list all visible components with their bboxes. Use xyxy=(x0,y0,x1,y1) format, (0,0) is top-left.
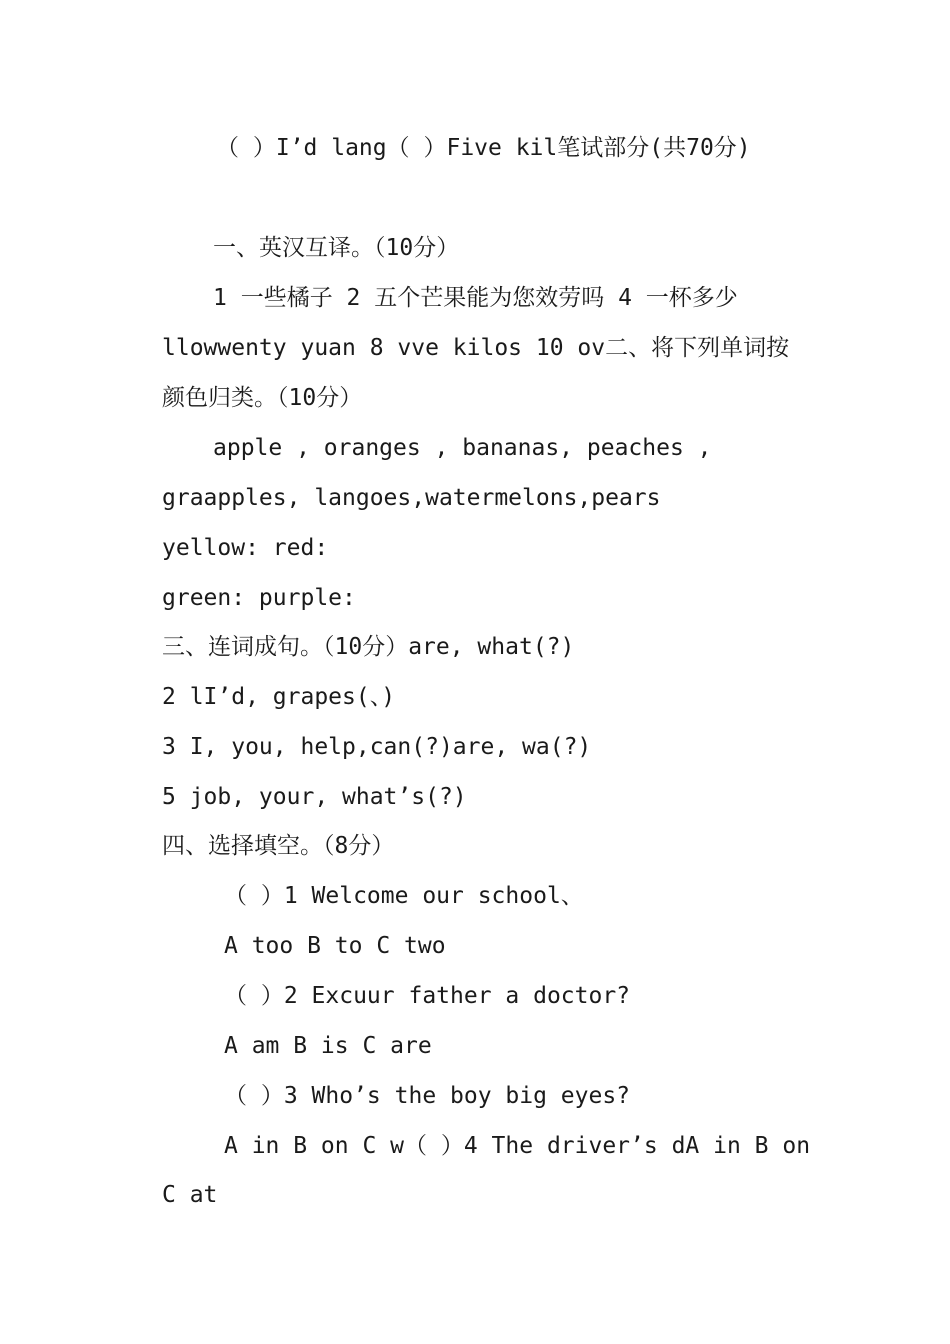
text-line: llowwenty yuan 8 vve kilos 10 ov二、将下列单词按 xyxy=(162,335,790,361)
text-line: yellow: red: xyxy=(162,535,329,561)
text-line: 2 lI’d, grapes(、) xyxy=(162,684,396,710)
question-line: （ ）3 Who’s the boy big eyes? xyxy=(224,1083,631,1109)
text-line: 5 job, your, what’s(?) xyxy=(162,784,467,810)
text-line-header: （ ）I’d lang（ ）Five kil笔试部分(共70分) xyxy=(216,135,751,161)
answer-options: A in B on C w（ ）4 The driver’s dA in B on xyxy=(224,1133,811,1159)
section-heading-3: 三、连词成句。（10分）are, what(?) xyxy=(162,634,575,660)
text-line: apple , oranges , bananas, peaches , xyxy=(213,435,712,461)
text-line: green: purple: xyxy=(162,585,356,611)
section-heading-4: 四、选择填空。（8分） xyxy=(162,833,395,859)
answer-options: A am B is C are xyxy=(224,1033,432,1059)
text-line: 1 一些橘子 2 五个芒果能为您效劳吗 4 一杯多少 xyxy=(213,285,738,311)
section-heading-1: 一、英汉互译。（10分） xyxy=(213,235,460,261)
question-line: （ ）2 Excuur father a doctor? xyxy=(224,983,631,1009)
text-line: 3 I, you, help,can(?)are, wa(?) xyxy=(162,734,592,760)
text-line: 颜色归类。（10分） xyxy=(162,385,363,411)
text-line: graapples, langoes,watermelons,pears xyxy=(162,485,661,511)
answer-options: C at xyxy=(162,1182,218,1208)
answer-options: A too B to C two xyxy=(224,933,446,959)
question-line: （ ）1 Welcome our school、 xyxy=(224,883,584,909)
